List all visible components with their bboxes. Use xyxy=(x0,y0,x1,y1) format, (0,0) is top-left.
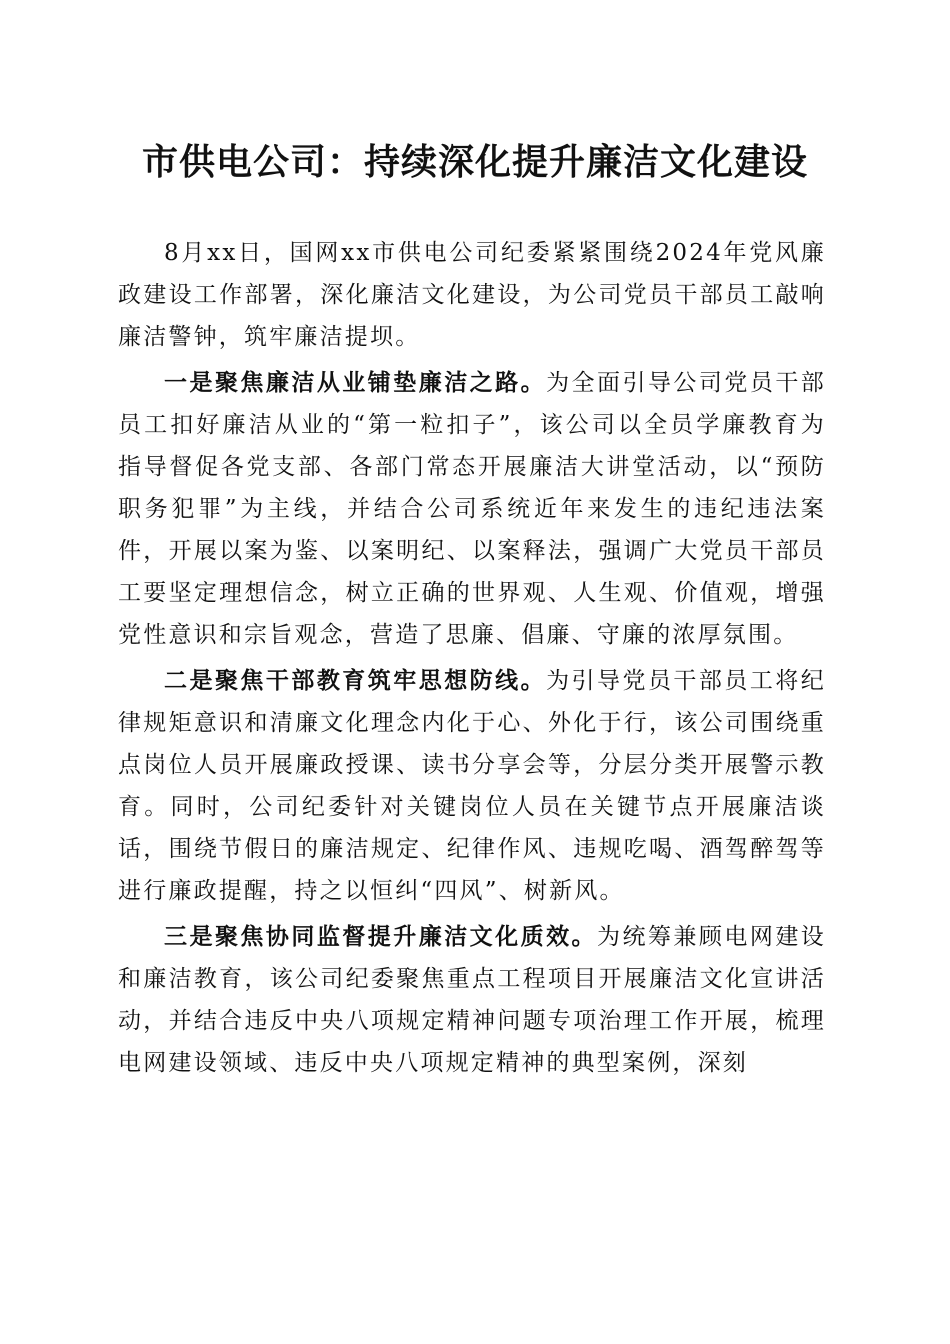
paragraph-text: 为引导党员干部员工将纪律规矩意识和清廉文化理念内化于心、外化于行，该公司围绕重点岗位人员开展廉政授课、读书分享会等，分层分类开展警示教育。同时，公司纪委针对关键岗位人员在关键节点开展廉洁谈话，围绕节假日的廉洁规定、纪律作风、违规吃喝、酒驾醉驾等进行廉政提醒，持之以恒纠“四风”、树新风。 xyxy=(118,668,826,904)
paragraph-lead: 一是聚焦廉洁从业铺垫廉洁之路。 xyxy=(164,369,547,396)
document-body xyxy=(118,232,826,1088)
paragraph-point-1 xyxy=(118,362,826,656)
paragraph-lead: 二是聚焦干部教育筑牢思想防线。 xyxy=(164,667,547,694)
paragraph-text: 为全面引导公司党员干部员工扣好廉洁从业的“第一粒扣子”，该公司以全员学廉教育为指导督促各党支部、各部门常态开展廉洁大讲堂活动，以“预防职务犯罪”为主线，并结合公司系统近年来发生的违纪违法案件，开展以案为鉴、以案明纪、以案释法，强调广大党员干部员工要坚定理想信念，树立正确的世界观、人生观、价值观，增强党性意识和宗旨观念，营造了思廉、倡廉、守廉的浓厚氛围。 xyxy=(118,370,826,648)
paragraph-text: 为统筹兼顾电网建设和廉洁教育，该公司纪委聚焦重点工程项目开展廉洁文化宣讲活动，并结合违反中央八项规定精神问题专项治理工作开展，梳理电网建设领域、违反中央八项规定精神的典型案例，深刻 xyxy=(118,924,826,1076)
paragraph-point-3 xyxy=(118,916,826,1084)
paragraph-point-2 xyxy=(118,660,826,912)
document-title: 市供电公司：持续深化提升廉洁文化建设 xyxy=(141,141,808,183)
paragraph-lead: 三是聚焦协同监督提升廉洁文化质效。 xyxy=(164,923,598,950)
paragraph-text: 8月xx日，国网xx市供电公司纪委紧紧围绕2024年党风廉政建设工作部署，深化廉洁文化建设，为公司党员干部员工敲响廉洁警钟，筑牢廉洁提坝。 xyxy=(118,240,826,350)
paragraph-intro xyxy=(118,232,826,358)
